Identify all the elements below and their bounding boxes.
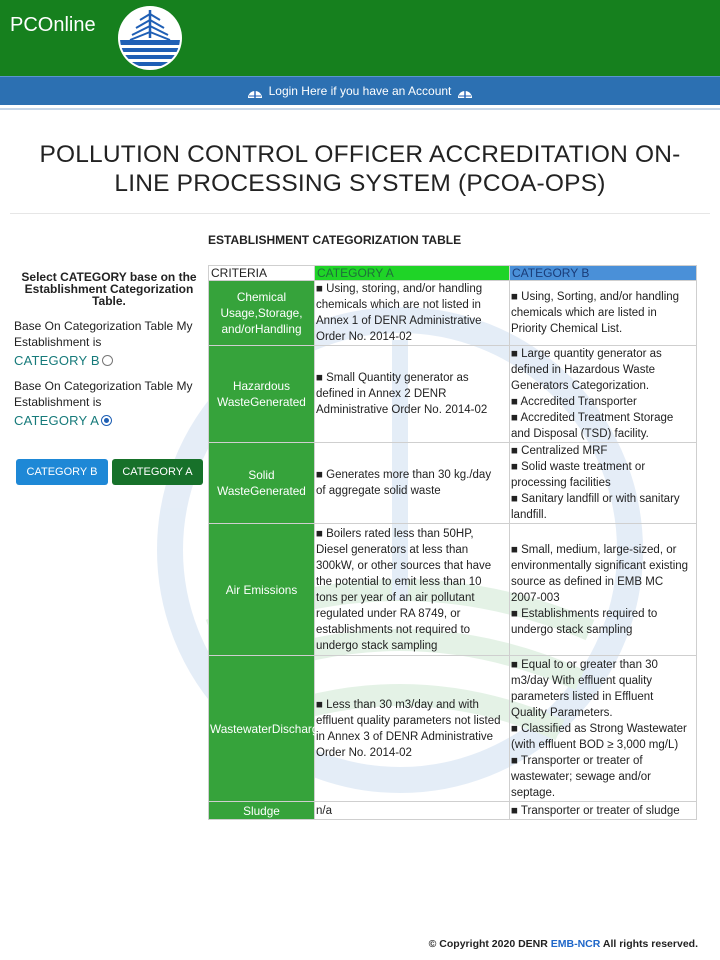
cell-line: ■ Establishments required to <box>511 607 658 620</box>
cell-line: chemicals which are listed in <box>511 307 657 319</box>
divider <box>10 213 710 214</box>
cell-line: in Annex 3 of DENR Administrative <box>316 730 494 743</box>
table-row <box>209 281 697 346</box>
table-header-row <box>209 266 697 281</box>
category-select-heading <box>14 271 204 307</box>
login-bar <box>0 76 720 108</box>
category-b-cell <box>510 346 697 443</box>
option-category-a[interactable] <box>14 413 112 428</box>
question-line: Establishment is <box>14 395 102 409</box>
criteria-cell <box>209 524 315 656</box>
cell-line: source as defined in EMB MC <box>511 575 664 588</box>
cell-line: Sludge <box>243 803 280 818</box>
category-a-button[interactable]: CATEGORY A <box>112 459 203 485</box>
column-header-category-a: CATEGORY A <box>315 266 510 281</box>
question-label-b <box>14 318 204 350</box>
brand-name[interactable]: PCOnline <box>10 14 96 36</box>
column-header-category-b: CATEGORY B <box>510 266 697 281</box>
category-b-cell <box>510 802 697 820</box>
cell-line: of aggregate solid waste <box>316 485 441 497</box>
cell-line: parameters listed in Effluent <box>511 690 654 703</box>
criteria-cell <box>209 443 315 524</box>
cell-line: defined in Annex 2 DENR <box>316 388 447 400</box>
cell-line: Hazardous Waste <box>217 379 291 409</box>
cell-line: Order No. 2014-02 <box>316 746 412 759</box>
criteria-cell <box>209 656 332 802</box>
cell-line: ■ Boilers rated less than 50HP, <box>316 527 474 540</box>
denr-logo-icon <box>247 85 263 99</box>
cell-line: ■ Large quantity generator as <box>511 348 662 360</box>
cell-line: 300kW, or other sources that have <box>316 559 492 572</box>
cell-line: ■ Centralized MRF <box>511 445 608 457</box>
cell-line: regulated under RA 8749, or <box>316 607 461 620</box>
criteria-cell <box>209 346 315 443</box>
table-title: ESTABLISHMENT CATEGORIZATION TABLE <box>208 233 462 247</box>
cell-line: Solid Waste <box>217 468 275 498</box>
option-label: CATEGORY A <box>14 413 100 428</box>
page-title-line: LINE PROCESSING SYSTEM (PCOA-OPS) <box>114 170 606 197</box>
cell-line: tons per year of an air pollutant <box>316 591 475 604</box>
option-category-b[interactable] <box>14 353 113 368</box>
question-line: Base On Categorization Table My <box>14 319 193 333</box>
category-b-cell <box>510 524 697 656</box>
question-label-a <box>14 378 204 410</box>
denr-logo[interactable] <box>116 4 184 72</box>
table-row <box>209 656 697 802</box>
cell-line: ■ Solid waste treatment or <box>511 461 646 473</box>
cell-line: environmentally significant existing <box>511 559 689 572</box>
page-title-line: POLLUTION CONTROL OFFICER ACCREDITATION ON- <box>39 141 681 168</box>
table-row <box>209 443 697 524</box>
copyright-suffix: All rights reserved. <box>602 938 698 950</box>
cell-line: ■ Accredited Transporter <box>511 396 637 408</box>
cell-line: ■ Using, Sorting, and/or handling <box>511 291 680 303</box>
heading-line: Establishment Categorization <box>24 282 194 296</box>
question-line: Base On Categorization Table My <box>14 379 193 393</box>
denr-logo-icon <box>457 85 473 99</box>
cell-line: ■ Equal to or greater than 30 <box>511 658 658 671</box>
cell-line: 2007-003 <box>511 591 560 604</box>
cell-line: (with effluent BOD ≥ 3,000 mg/L) <box>511 738 679 751</box>
column-header-criteria: CRITERIA <box>209 266 315 281</box>
cell-line: ■ Small, medium, large-sized, or <box>511 543 677 556</box>
cell-line: Administrative Order No. 2014-02 <box>316 404 488 416</box>
cell-line: the potential to emit less than 10 <box>316 575 482 588</box>
cell-line: Diesel generators at less than <box>316 543 469 556</box>
table-row <box>209 802 697 820</box>
table-row <box>209 346 697 443</box>
page-title <box>10 140 710 198</box>
option-label: CATEGORY B <box>14 353 100 368</box>
category-a-cell <box>315 346 510 443</box>
cell-line: ■ Classified as Strong Wastewater <box>511 722 687 735</box>
cell-line: ■ Using, storing, and/or handling <box>316 283 483 295</box>
emb-ncr-link[interactable]: EMB-NCR <box>550 938 601 950</box>
category-a-cell <box>315 656 510 802</box>
cell-line: wastewater; sewage and/or <box>511 770 651 783</box>
cell-line: establishments not required to <box>316 623 471 636</box>
table-row <box>209 524 697 656</box>
cell-line: undergo stack sampling <box>511 623 633 636</box>
radio-unchecked-icon[interactable] <box>102 355 113 366</box>
category-b-cell <box>510 656 697 802</box>
category-a-cell <box>315 281 510 346</box>
cell-line: Wastewater <box>210 721 272 736</box>
criteria-cell <box>209 281 315 346</box>
cell-line: Air Emissions <box>225 582 298 597</box>
cell-line: Generators Categorization. <box>511 380 650 392</box>
cell-line: Quality Parameters. <box>511 706 613 719</box>
footer-copyright <box>429 938 698 950</box>
cell-line: ■ Accredited Treatment Storage <box>511 412 674 424</box>
cell-line: m3/day With effluent quality <box>511 674 653 687</box>
cell-line: ■ Less than 30 m3/day and with <box>316 698 479 711</box>
cell-line: effluent quality parameters not listed <box>316 714 501 727</box>
cell-line: Chemical Usage, <box>220 290 287 320</box>
cell-line: and Disposal (TSD) facility. <box>511 428 649 440</box>
cell-line: n/a <box>316 804 332 817</box>
cell-line: processing facilities <box>511 477 611 489</box>
criteria-cell <box>209 802 315 820</box>
category-b-button[interactable]: CATEGORY B <box>16 459 108 485</box>
cell-line: Order No. 2014-02 <box>316 331 412 343</box>
cell-line: ■ Small Quantity generator as <box>316 372 469 384</box>
cell-line: Generated <box>250 484 306 498</box>
cell-line: Generated <box>250 395 306 409</box>
cell-line: ■ Transporter or treater of <box>511 754 643 767</box>
category-b-cell <box>510 281 697 346</box>
top-header-bar <box>0 0 720 76</box>
cell-line: undergo stack sampling <box>316 639 438 652</box>
category-b-cell <box>510 443 697 524</box>
establishment-categorization-table <box>208 265 697 820</box>
cell-line: Priority Chemical List. <box>511 323 623 335</box>
cell-line: chemicals which are not listed in <box>316 299 481 311</box>
cell-line: septage. <box>511 786 556 799</box>
cell-line: Handling <box>254 322 302 336</box>
heading-line: Table. <box>92 294 126 308</box>
copyright-prefix: © Copyright 2020 DENR <box>428 938 548 950</box>
login-link[interactable]: Login Here if you have an Account <box>268 84 452 98</box>
cell-line: ■ Sanitary landfill or with sanitary <box>511 493 680 505</box>
heading-line: Select CATEGORY base on the <box>21 270 197 284</box>
cell-line: landfill. <box>511 509 547 521</box>
cell-line: Annex 1 of DENR Administrative <box>316 315 482 327</box>
category-a-cell <box>315 524 510 656</box>
cell-line: ■ Generates more than 30 kg./day <box>316 469 492 481</box>
category-a-cell <box>315 443 510 524</box>
cell-line: Discharged <box>271 721 332 736</box>
category-a-cell <box>315 802 510 820</box>
cell-line: Storage, and/or <box>221 306 303 336</box>
cell-line: ■ Transporter or treater of sludge <box>511 804 680 817</box>
cell-line: defined in Hazardous Waste <box>511 364 656 376</box>
radio-checked-icon[interactable] <box>101 415 112 426</box>
question-line: Establishment is <box>14 335 102 349</box>
